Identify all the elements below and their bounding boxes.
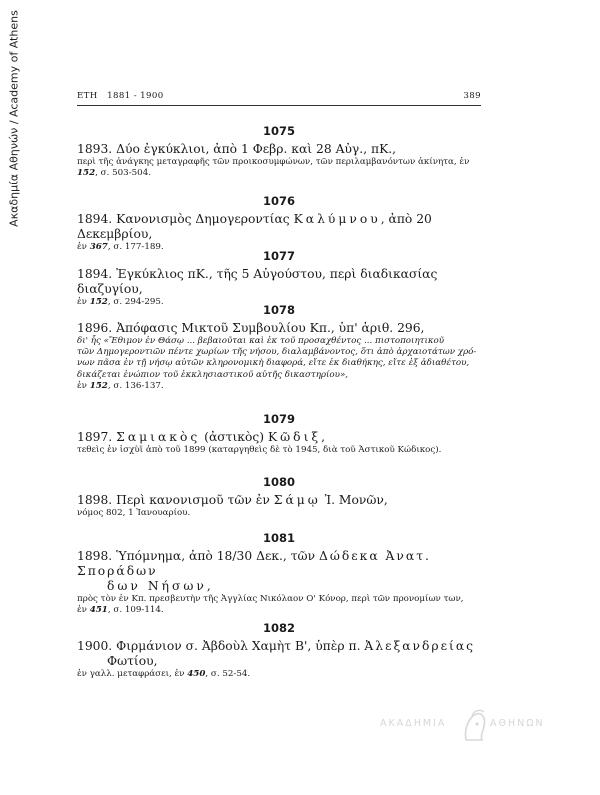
side-watermark-label: Ακαδημία Αθηνών / Academy of Athens (7, 10, 21, 227)
entry-note (77, 157, 481, 179)
place-name-cont: δων Νήσων, (107, 579, 214, 593)
entry-1082 (77, 621, 481, 680)
place-name: Ἀλεξανδρείας (364, 639, 476, 653)
entry-main (77, 493, 481, 508)
code-name: Σαμιακὸς (116, 430, 201, 444)
page-range: , σ. 294-295. (107, 297, 164, 307)
entry-text: Ὑπόμνημα, ἀπὸ 18/30 Δεκ., τῶν (116, 549, 316, 563)
entry-text: Φιρμάνιον σ. Ἀβδοὺλ Χαμὴτ Β', ὑπὲρ π. (116, 639, 361, 653)
logo-text-left: ΑΚΑΔΗΜΙΑ (380, 718, 447, 729)
entry-number: 1082 (262, 621, 295, 635)
entry-year: 1894. (77, 267, 113, 281)
volume-number: 450 (187, 669, 206, 679)
entry-year: 1898. (77, 549, 113, 563)
entry-main (77, 321, 481, 336)
entry-1078 (77, 303, 481, 392)
note-prefix: ἐν (77, 242, 90, 252)
entry-main (77, 639, 481, 669)
person-name: Φωτίου, (107, 654, 158, 668)
entry-1080 (77, 475, 481, 519)
entry-text: Ἐγκύκλιος πΚ., τῆς 5 Αὐγούστου, περὶ διαδικασίας διαζυγίου, (77, 267, 438, 296)
note-prefix: ἐν γαλλ. μεταφράσει, ἐν (77, 669, 188, 679)
entry-1075 (77, 124, 481, 179)
note-line: τῶν Δημογεροντιῶν πέντε χωρίων τῆς νήσου, διαλαμβάνοντος, ὅτι ἀπὸ ἀρχαιοτάτων χρό- (77, 347, 477, 358)
entry-text-tail: , (321, 430, 326, 444)
volume-number: 152 (77, 168, 96, 179)
entry-1081 (77, 531, 481, 616)
volume-number: 152 (89, 297, 108, 307)
entry-number: 1080 (262, 475, 295, 489)
entry-1076 (77, 194, 481, 253)
entry-note (77, 336, 481, 392)
page-range: , σ. 136-137. (107, 380, 164, 391)
place-name: Καλύμνου (293, 212, 381, 226)
entry-1079 (77, 412, 481, 456)
entry-year: 1896. (77, 321, 113, 335)
volume-number: 367 (89, 242, 108, 252)
volume-number: 451 (89, 605, 108, 616)
entry-text: Ἀπόφασις Μικτοῦ Συμβουλίου Κπ., ὑπ' ἀριθ. 296, (116, 321, 425, 335)
entry-text-tail: Ἰ. Μονῶν, (320, 493, 388, 507)
note-prefix: ἐν (77, 605, 90, 616)
note-line: δι' ἧς «Ἔθιμον ἐν Θάσῳ ... βεβαιοῦται καὶ ἐκ τοῦ προσαχθέντος ... πιστοποιητικοῦ (77, 336, 445, 346)
note-text: πρὸς τὸν ἐν Κπ. πρεσβευτὴν τῆς Ἀγγλίας Νικόλαον Ο' Κόνορ, περὶ τῶν προνομίων των, (77, 594, 464, 604)
code-name-2: Κῶδιξ (267, 430, 322, 444)
entry-number: 1076 (262, 194, 295, 208)
place-name: Σάμῳ (273, 493, 321, 507)
entry-main (77, 267, 481, 297)
entry-note: νόμος 802, 1 Ἰανουαρίου. (77, 508, 191, 518)
entry-number: 1079 (262, 412, 295, 426)
entry-main (77, 142, 481, 157)
entry-number: 1077 (262, 249, 295, 263)
entry-year: 1897. (77, 430, 113, 444)
header-rule (77, 105, 481, 106)
entry-year: 1893. (77, 142, 113, 156)
note-text: περὶ τῆς ἀνάγκης μεταγραφῆς τῶν προικοσυμφώνων, τῶν περιλαμβανόντων ἀκίνητα, ἐν (77, 157, 470, 167)
page-number: 389 (463, 91, 481, 101)
place-name: Δώδεκα Ἀνατ. Σποράδων (77, 549, 431, 578)
note-line: δικάζεται ἐνώπιον τοῦ ἐκκλησιαστικοῦ αὐτῆς δικαστηρίου», (77, 369, 349, 380)
running-header (77, 91, 481, 105)
entry-text-tail: , ἀπὸ 20 Δεκεμβρίου, (77, 212, 432, 241)
note-prefix: ἐν (77, 297, 90, 307)
entry-text: (ἀστικὸς) (200, 430, 268, 444)
academy-watermark-logo (380, 708, 580, 744)
entry-main (77, 212, 481, 242)
page-range: , σ. 109-114. (107, 605, 164, 616)
entry-note: τεθεὶς ἐν ἰσχὺϊ ἀπὸ τοῦ 1899 (καταργηθεὶς δὲ τὸ 1945, διὰ τοῦ Ἀστικοῦ Κώδικος). (77, 445, 442, 455)
entry-year: 1894. (77, 212, 113, 226)
entry-number: 1075 (262, 124, 295, 138)
entry-text: Περὶ κανονισμοῦ τῶν ἐν (116, 493, 270, 507)
header-title: ΕΤΗ 1881 - 1900 (77, 91, 164, 101)
entry-1077 (77, 249, 481, 308)
entry-text: Κανονισμὸς Δημογεροντίας (116, 212, 290, 226)
note-prefix: ἐν (77, 380, 90, 391)
entry-text: Δύο ἐγκύκλιοι, ἀπὸ 1 Φεβρ. καὶ 28 Αὐγ., πΚ., (116, 142, 397, 156)
entry-year: 1898. (77, 493, 113, 507)
page-range: , σ. 52-54. (205, 669, 251, 679)
page-range: , σ. 503-504. (95, 168, 151, 179)
page-range: , σ. 177-189. (107, 242, 164, 252)
note-line: νων πᾶσα ἐν τῇ νήσῳ αὐτῶν κληρονομικὴ διαφορά, εἴτε ἐκ διαθήκης, εἴτε ἐξ ἀδιαθέτου, (77, 358, 470, 369)
entry-year: 1900. (77, 639, 113, 653)
entry-number: 1078 (262, 303, 295, 317)
volume-number: 152 (89, 380, 108, 391)
entry-main (77, 549, 481, 594)
athena-helmet-icon (460, 708, 490, 744)
logo-text-right: ΑΘΗΝΩΝ (490, 718, 545, 729)
entry-note (77, 594, 481, 616)
entry-main (77, 430, 481, 445)
entry-number: 1081 (262, 531, 295, 545)
entry-note (77, 669, 481, 680)
